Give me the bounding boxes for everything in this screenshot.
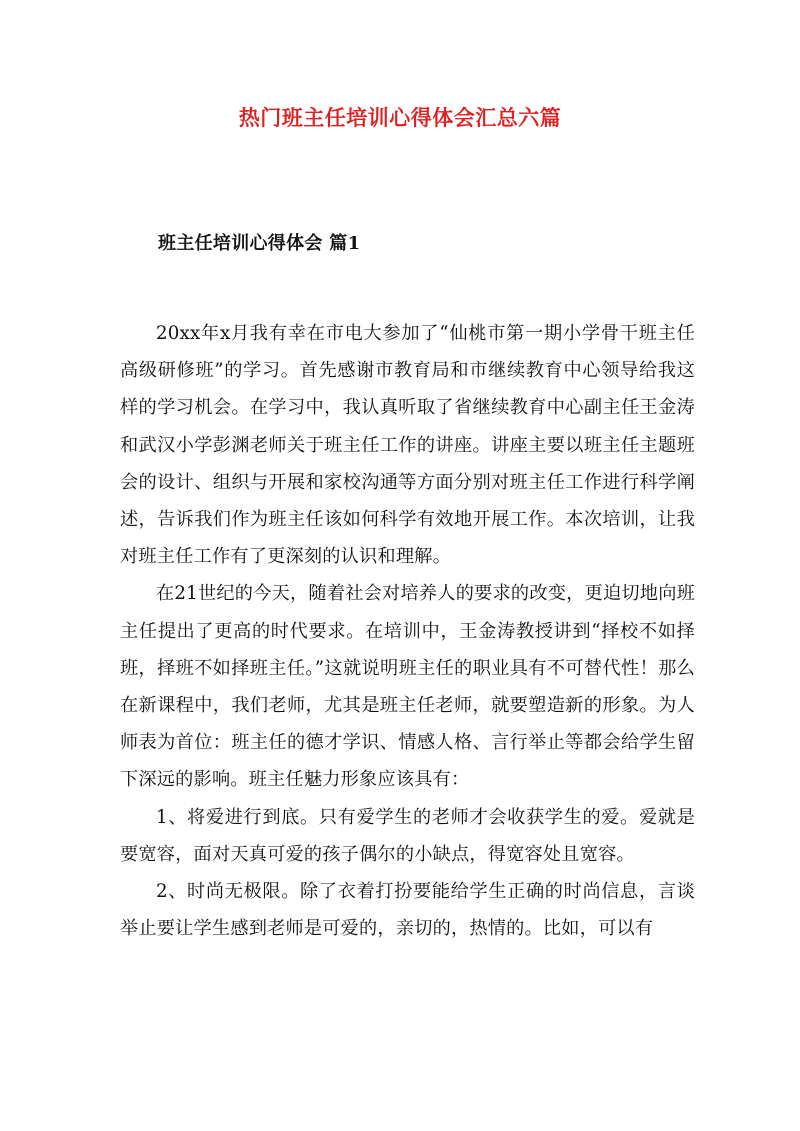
paragraph-4: 2、时尚无极限。除了衣着打扮要能给学生正确的时尚信息，言谈举止要让学生感到老师是可爱的，亲切的，热情的。比如，可以有 bbox=[120, 881, 695, 940]
section-heading: 班主任培训心得体会 篇1 bbox=[158, 233, 361, 254]
paragraph-2: 在21世纪的今天，随着社会对培养人的要求的改变，更迫切地向班主任提出了更高的时代要求。在培训中，王金涛教授讲到“择校不如择班，择班不如择班主任。”这就说明班主任的职业具有不可替代性！那么在新课程中，我们老师，尤其是班主任老师，就要塑造新的形象。为人师表为首位：班主任的德才学识、情感人格、言行举止等都会给学生留下深远的影响。班主任魅力形象应该具有： bbox=[120, 583, 695, 791]
document-title: 热门班主任培训心得体会汇总六篇 bbox=[238, 105, 562, 130]
paragraph-3: 1、将爱进行到底。只有爱学生的老师才会收获学生的爱。爱就是要宽容，面对天真可爱的孩子偶尔的小缺点，得宽容处且宽容。 bbox=[120, 806, 695, 865]
body-text bbox=[120, 315, 695, 947]
paragraph-1: 20xx年x月我有幸在市电大参加了“仙桃市第一期小学骨干班主任高级研修班”的学习。首先感谢市教育局和市继续教育中心领导给我这样的学习机会。在学习中，我认真听取了省继续教育中心副主任王金涛和武汉小学彭渊老师关于班主任工作的讲座。讲座主要以班主任主题班会的设计、组织与开展和家校沟通等方面分别对班主任工作进行科学阐述，告诉我们作为班主任该如何科学有效地开展工作。本次培训，让我对班主任工作有了更深刻的认识和理解。 bbox=[120, 323, 695, 568]
